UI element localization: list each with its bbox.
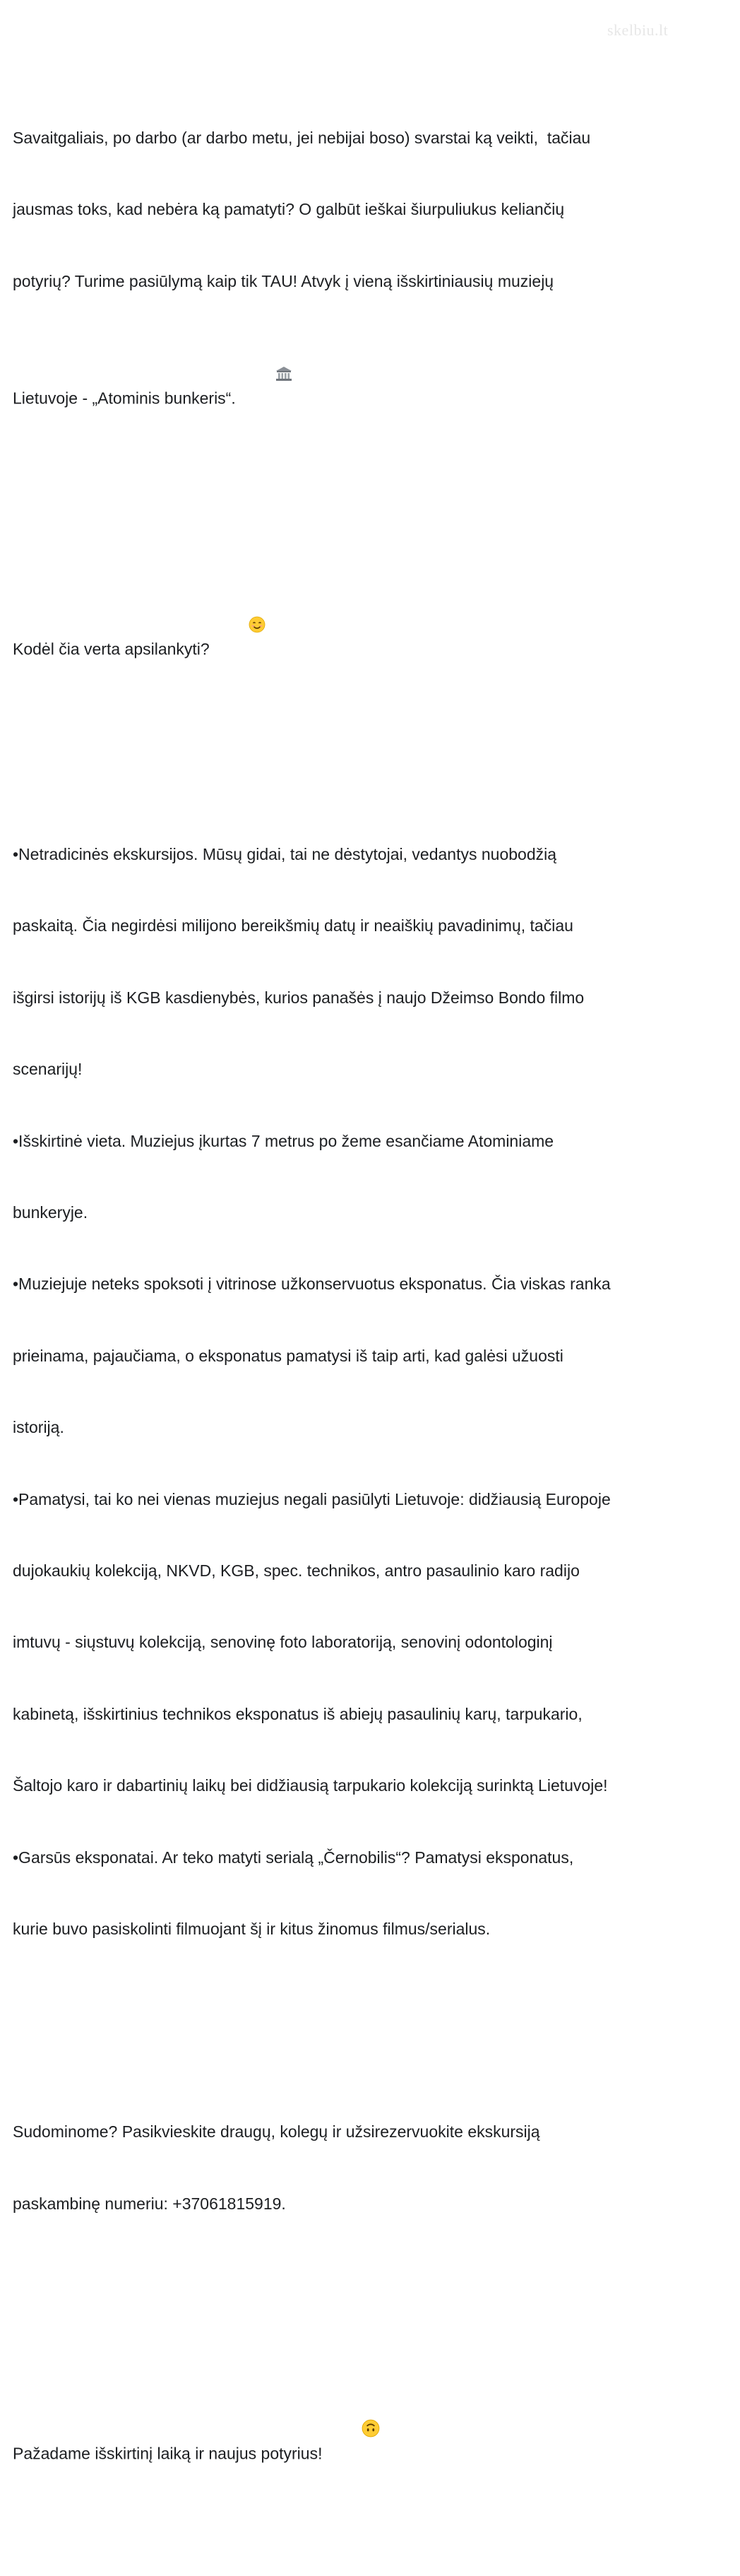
why-paragraph — [13, 545, 740, 712]
bullet-line: kabinetą, išskirtinius technikos eksponatus iš abiejų pasaulinių karų, tarpukario, — [13, 1704, 583, 1723]
bullet-line: imtuvų - siųstuvų kolekciją, senovinę foto laboratoriją, senovinį odontologinį — [13, 1633, 553, 1652]
closing-text: Pažadame išskirtinį laiką ir naujus potyrius! — [13, 2444, 323, 2463]
bullet-line: •Garsūs eksponatai. Ar teko matyti serialą „Černobilis“? Pamatysi eksponatus, — [13, 1848, 574, 1867]
bullet-line: prieinama, pajaučiama, o eksponatus pamatysi iš taip arti, kad galėsi užuosti — [13, 1346, 563, 1365]
watermark: skelbiu.lt — [607, 21, 669, 39]
post-text — [13, 7, 740, 2576]
bullet-line: paskaitą. Čia negirdėsi milijono bereikšmių datų ir neaiškių pavadinimų, tačiau — [13, 916, 573, 935]
intro-line: potyrių? Turime pasiūlymą kaip tik TAU! Atvyk į vieną išskirtiniausių muziejų — [13, 271, 554, 290]
bullet-line: •Netradicinės ekskursijos. Mūsų gidai, tai ne dėstytojai, vedantys nuobodžią — [13, 845, 557, 864]
bullet-line: •Išskirtinė vieta. Muziejus įkurtas 7 metrus po žeme esančiame Atominiame — [13, 1131, 554, 1150]
bullet-line: scenarijų! — [13, 1060, 83, 1079]
cta-line: paskambinę numeriu: +37061815919. — [13, 2194, 286, 2213]
bullet-line: kurie buvo pasiskolinti filmuojant šį ir kitus žinomus filmus/serialus. — [13, 1919, 491, 1938]
smiling-face-icon — [213, 592, 265, 663]
upside-down-face-icon — [325, 2395, 379, 2468]
intro-paragraph — [13, 78, 740, 461]
closing-paragraph — [13, 2348, 740, 2517]
intro-line: jausmas toks, kad nebėra ką pamatyti? O galbūt ieškai šiurpuliukus keliančių — [13, 200, 565, 219]
bullet-line: išgirsi istorijų iš KGB kasdienybės, kurios panašės į naujo Džeimso Bondo filmo — [13, 988, 585, 1007]
bullet-line: •Muziejuje neteks spoksoti į vitrinose užkonservuotus eksponatus. Čia viskas ranka — [13, 1275, 611, 1294]
intro-line: Savaitgaliais, po darbo (ar darbo metu, jei nebijai boso) svarstai ką veikti, tačiau — [13, 128, 591, 147]
why-text: Kodėl čia verta apsilankyti? — [13, 639, 210, 658]
bullet-line: •Pamatysi, tai ko nei vienas muziejus negali pasiūlyti Lietuvoje: didžiausią Europoje — [13, 1489, 611, 1508]
bullets-paragraph — [13, 796, 740, 1990]
bullet-line: istoriją. — [13, 1418, 64, 1437]
cta-line: Sudominome? Pasikvieskite draugų, kolegų ir užsirezervuokite ekskursiją — [13, 2122, 540, 2141]
bullet-line: Šaltojo karo ir dabartinių laikų bei didžiausią tarpukario kolekciją surinktą Lietuvoje! — [13, 1776, 608, 1795]
why-line — [13, 592, 740, 663]
intro-line — [13, 341, 740, 413]
intro-line-text: Lietuvoje - „Atominis bunkeris“. — [13, 389, 236, 408]
closing-line — [13, 2395, 740, 2468]
classical-building-icon — [239, 341, 293, 413]
bullet-line: dujokaukių kolekciją, NKVD, KGB, spec. technikos, antro pasaulinio karo radijo — [13, 1561, 580, 1580]
cta-paragraph — [13, 2073, 740, 2264]
bullet-line: bunkeryje. — [13, 1203, 88, 1222]
